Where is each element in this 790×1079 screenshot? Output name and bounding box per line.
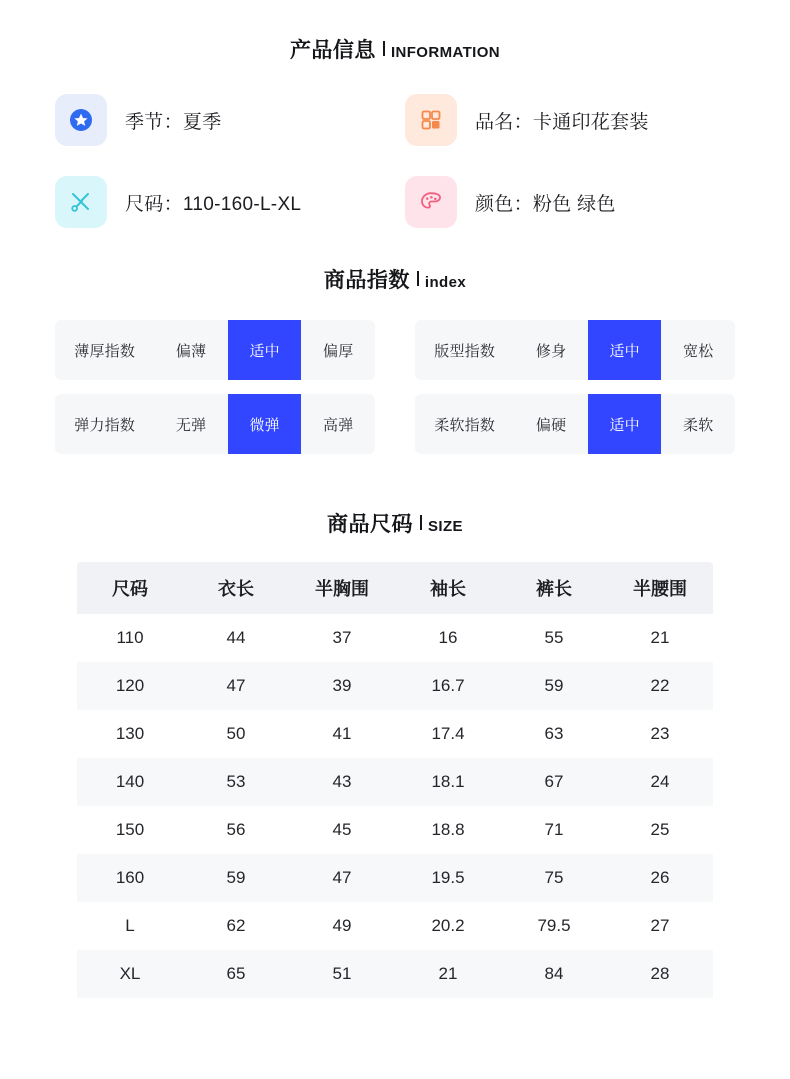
table-cell: 43 [289,758,395,806]
table-cell: 23 [607,710,713,758]
table-cell: 18.8 [395,806,501,854]
section-title-cn: 产品信息 [289,39,376,62]
table-cell: 21 [607,614,713,662]
index-row-softness [415,394,735,454]
index-option-selected[interactable]: 适中 [588,320,662,380]
table-cell: 110 [77,614,183,662]
table-row [77,806,713,854]
table-cell: 50 [183,710,289,758]
table-cell: 17.4 [395,710,501,758]
table-header-cell: 衣长 [183,562,289,614]
info-item-product-name-text: 品名：卡通印花套装 [475,111,649,133]
table-cell: 37 [289,614,395,662]
table-row [77,854,713,902]
size-table [77,562,713,998]
info-item-size-text: 尺码：110-160-L-XL [125,193,302,215]
table-cell: 63 [501,710,607,758]
star-badge-icon [55,94,107,146]
table-header-cell: 袖长 [395,562,501,614]
info-item-season-text: 季节：夏季 [125,111,222,133]
section-title-cn: 商品指数 [323,269,410,292]
ruler-scissors-icon [55,176,107,228]
index-option[interactable]: 偏硬 [535,416,567,434]
table-cell: L [77,902,183,950]
table-cell: 39 [289,662,395,710]
table-cell: 59 [183,854,289,902]
table-cell: 62 [183,902,289,950]
index-row-label: 版型指数 [434,342,496,360]
index-option[interactable]: 高弹 [323,416,354,434]
table-header-cell: 尺码 [77,562,183,614]
title-divider [383,41,385,56]
table-header-cell: 裤长 [501,562,607,614]
info-item-color-text: 颜色：粉色 绿色 [475,193,616,215]
table-cell: 19.5 [395,854,501,902]
table-cell: 21 [395,950,501,998]
table-row [77,758,713,806]
table-cell: 160 [77,854,183,902]
info-item-color [395,176,735,228]
table-cell: 140 [77,758,183,806]
table-cell: 20.2 [395,902,501,950]
index-row-fit [415,320,735,380]
table-row [77,614,713,662]
table-header-row [77,562,713,614]
section-title-en: INFORMATION [390,44,501,61]
info-item-size [55,176,395,228]
index-option[interactable]: 柔软 [683,416,714,434]
section-title-index [0,228,790,294]
index-row-label: 弹力指数 [74,416,136,434]
table-cell: 120 [77,662,183,710]
index-option[interactable]: 无弹 [175,416,207,434]
index-row-thickness [55,320,375,380]
table-cell: 150 [77,806,183,854]
table-cell: 51 [289,950,395,998]
table-header-cell: 半胸围 [289,562,395,614]
table-cell: 65 [183,950,289,998]
table-cell: 27 [607,902,713,950]
product-name-icon [405,94,457,146]
section-title-size [0,454,790,538]
table-cell: 75 [501,854,607,902]
index-option-selected[interactable]: 适中 [228,320,302,380]
index-row-elasticity [55,394,375,454]
index-grid [55,320,735,454]
table-cell: 26 [607,854,713,902]
index-row-label: 薄厚指数 [74,342,136,360]
table-cell: 84 [501,950,607,998]
index-option[interactable]: 偏厚 [323,342,354,360]
size-table-head [77,562,713,614]
table-cell: 47 [289,854,395,902]
index-option-selected[interactable]: 适中 [588,394,662,454]
table-cell: 45 [289,806,395,854]
section-title-information [0,0,790,64]
table-cell: 44 [183,614,289,662]
product-info-grid [55,94,735,228]
table-cell: 25 [607,806,713,854]
index-option[interactable]: 宽松 [683,342,714,360]
table-cell: 49 [289,902,395,950]
table-cell: 130 [77,710,183,758]
table-cell: 16.7 [395,662,501,710]
section-title-en: index [424,274,467,291]
title-divider [417,271,419,286]
table-header-cell: 半腰围 [607,562,713,614]
table-cell: 22 [607,662,713,710]
section-title-en: SIZE [428,518,463,535]
table-row [77,950,713,998]
table-cell: 56 [183,806,289,854]
index-option[interactable]: 修身 [535,342,567,360]
index-row-label: 柔软指数 [434,416,496,434]
table-cell: 41 [289,710,395,758]
table-cell: 16 [395,614,501,662]
table-cell: 71 [501,806,607,854]
table-cell: 18.1 [395,758,501,806]
table-cell: 59 [501,662,607,710]
table-cell: 55 [501,614,607,662]
info-item-season [55,94,395,146]
table-cell: 24 [607,758,713,806]
table-row [77,902,713,950]
index-option-selected[interactable]: 微弹 [228,394,302,454]
section-title-cn: 商品尺码 [327,513,414,536]
table-cell: XL [77,950,183,998]
table-row [77,710,713,758]
size-table-body [77,614,713,998]
table-row [77,662,713,710]
title-divider [420,515,422,530]
table-cell: 47 [183,662,289,710]
info-item-product-name [395,94,735,146]
table-cell: 79.5 [501,902,607,950]
palette-icon [405,176,457,228]
index-option[interactable]: 偏薄 [175,342,207,360]
table-cell: 67 [501,758,607,806]
table-cell: 53 [183,758,289,806]
table-cell: 28 [607,950,713,998]
